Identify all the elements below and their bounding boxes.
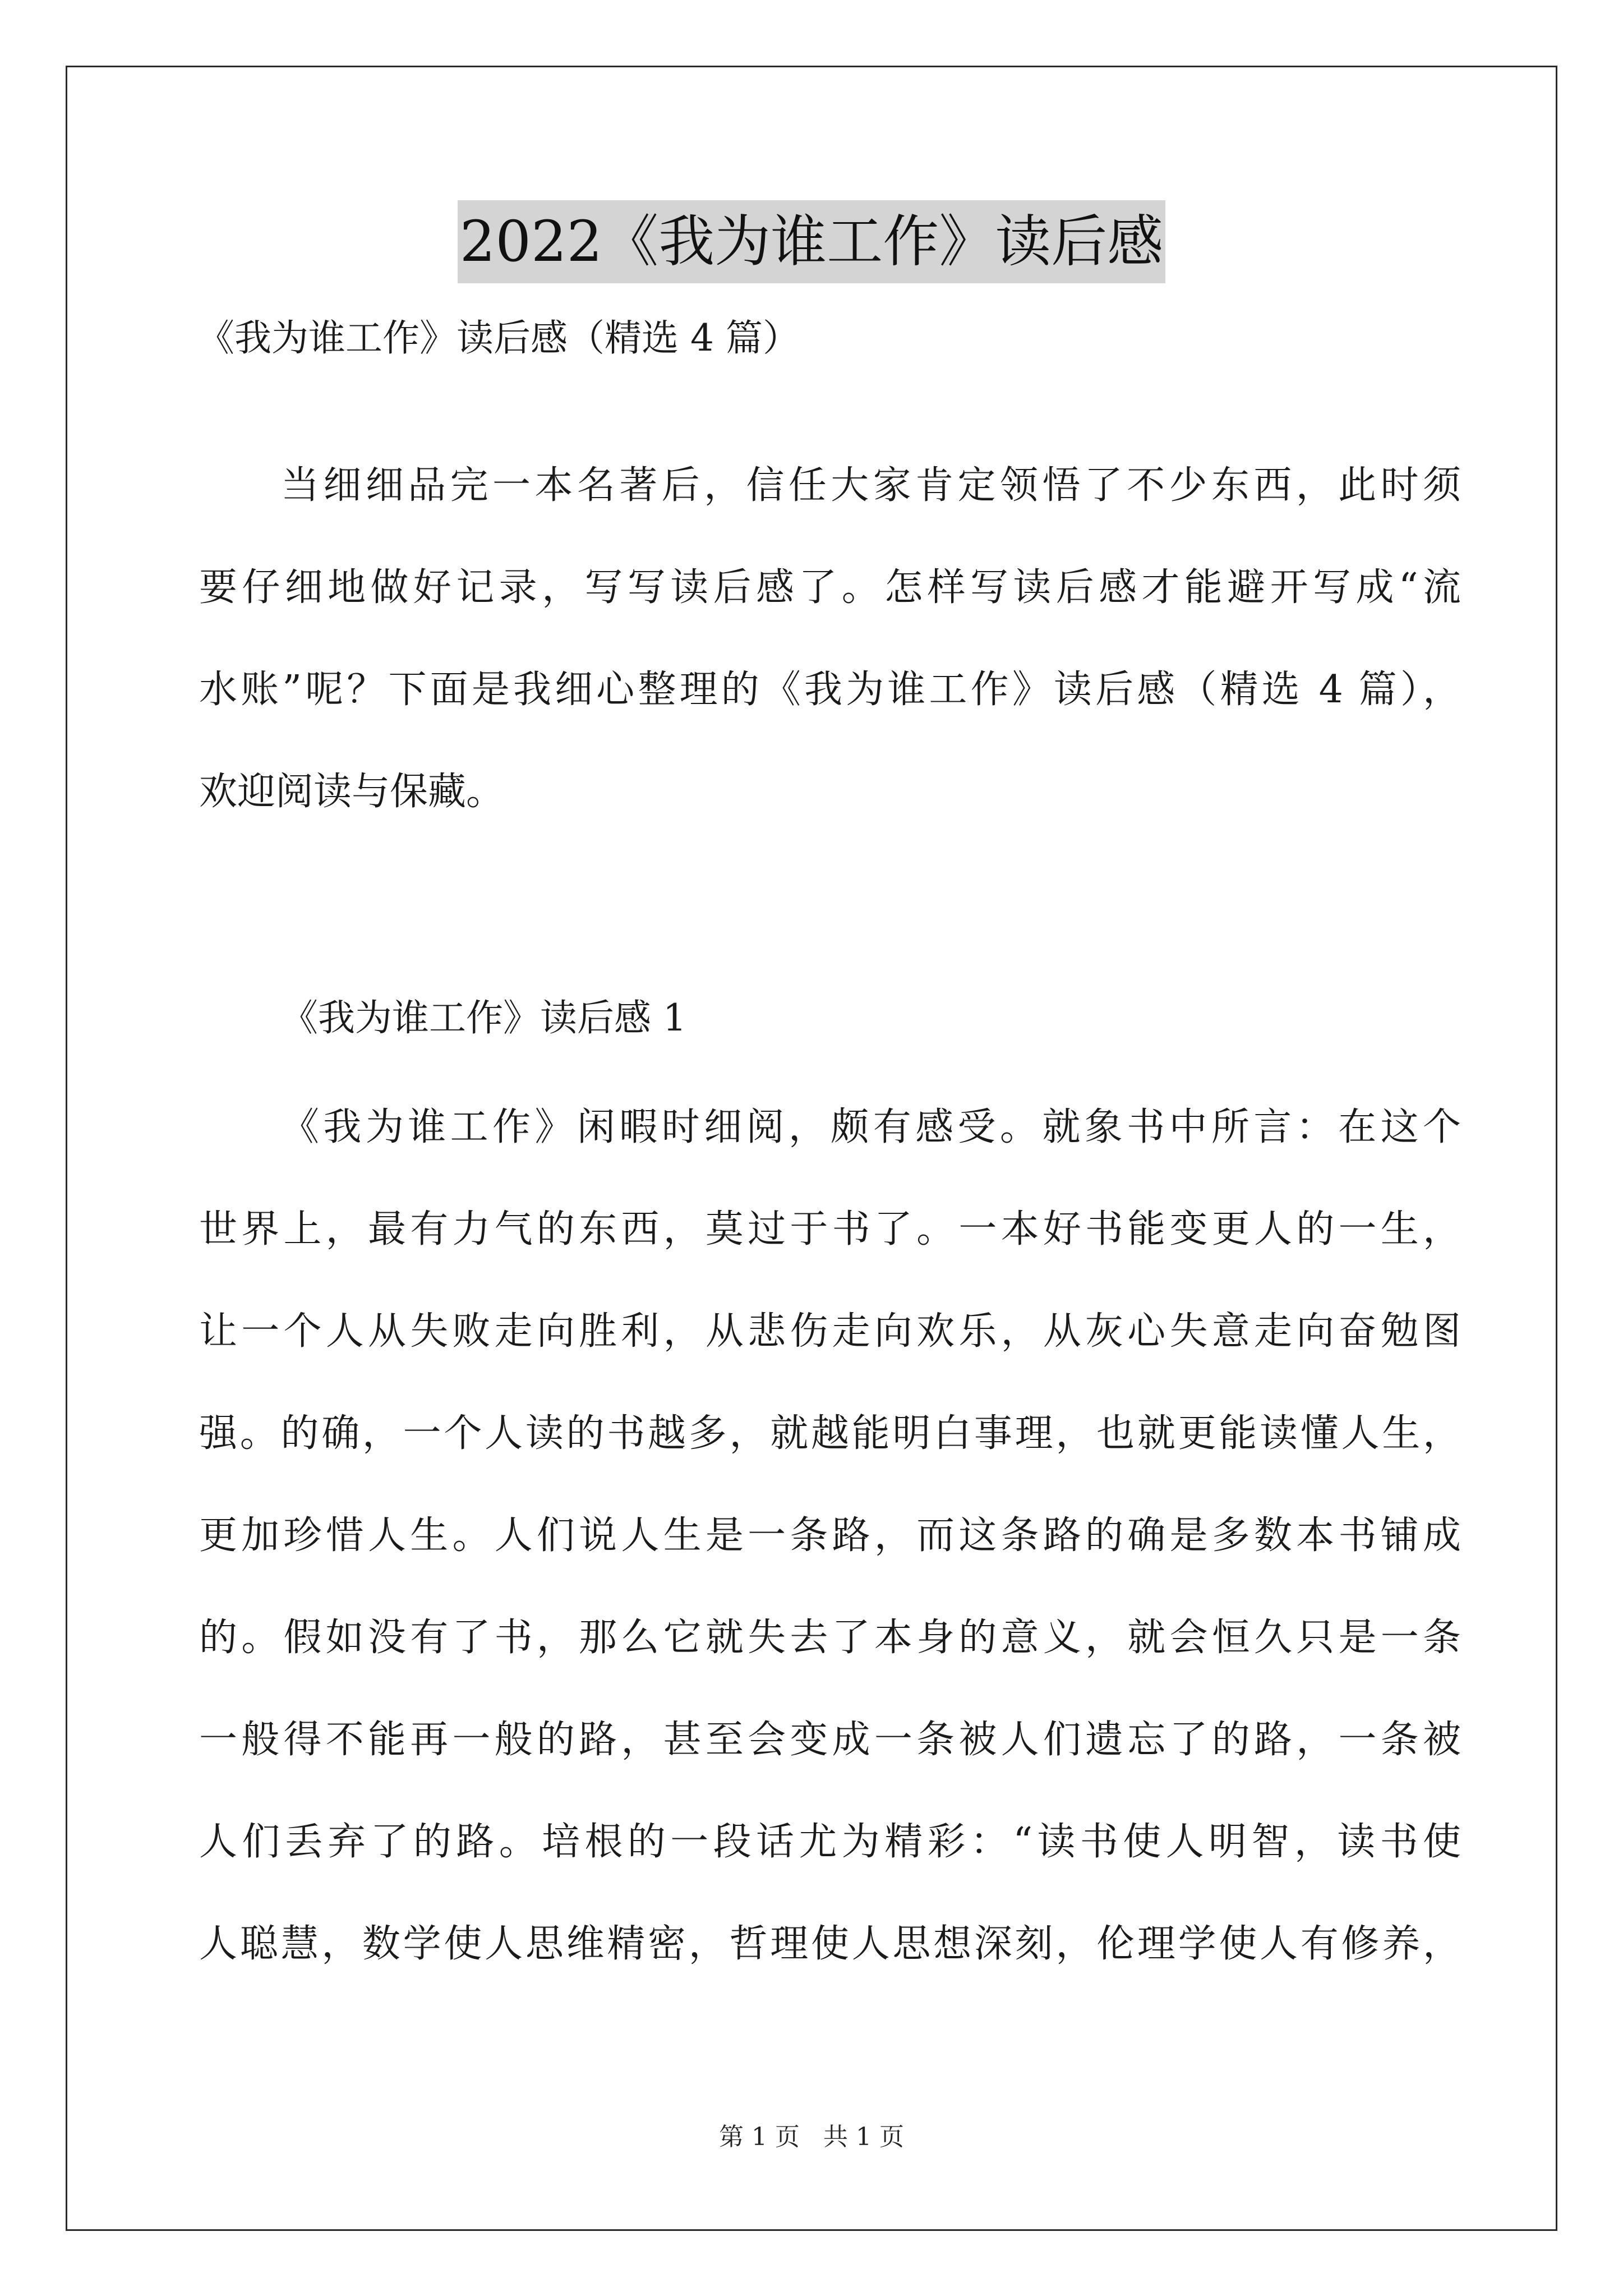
body-line: 世界上，最有力气的东西，莫过于书了。一本好书能变更人的一生， xyxy=(199,1207,1461,1251)
body-line: 强。的确，一个人读的书越多，就越能明白事理，也就更能读懂人生， xyxy=(199,1411,1461,1456)
document-subtitle: 《我为谁工作》读后感（精选 4 篇） xyxy=(197,316,800,360)
body-line: 让一个人从失败走向胜利，从悲伤走向欢乐，从灰心失意走向奋勉图 xyxy=(199,1309,1461,1354)
body-line: 人聪慧，数学使人思维精密，哲理使人思想深刻，伦理学使人有修养， xyxy=(199,1922,1461,1966)
intro-line: 要仔细地做好记录，写写读后感了。怎样写读后感才能避开写成“流 xyxy=(199,565,1461,610)
title-wrapper xyxy=(0,200,1623,283)
intro-line: 水账”呢？下面是我细心整理的《我为谁工作》读后感（精选 4 篇）， xyxy=(199,668,1461,712)
document-title: 2022《我为谁工作》读后感 xyxy=(458,200,1166,283)
page-footer: 第 1 页 共 1 页 xyxy=(719,2123,904,2151)
section-heading: 《我为谁工作》读后感 1 xyxy=(281,996,686,1039)
body-line: 一般得不能再一般的路，甚至会变成一条被人们遗忘了的路，一条被 xyxy=(199,1718,1461,1762)
intro-line: 欢迎阅读与保藏。 xyxy=(199,770,505,814)
body-line: 更加珍惜人生。人们说人生是一条路，而这条路的确是多数本书铺成 xyxy=(199,1513,1461,1558)
intro-line: 当细细品完一本名著后，信任大家肯定领悟了不少东西，此时须 xyxy=(281,463,1461,508)
body-line: 《我为谁工作》闲暇时细阅，颇有感受。就象书中所言：在这个 xyxy=(281,1105,1461,1149)
body-line: 的。假如没有了书，那么它就失去了本身的意义，就会恒久只是一条 xyxy=(199,1616,1461,1660)
body-line: 人们丢弃了的路。培根的一段话尤为精彩：“读书使人明智，读书使 xyxy=(199,1820,1461,1864)
